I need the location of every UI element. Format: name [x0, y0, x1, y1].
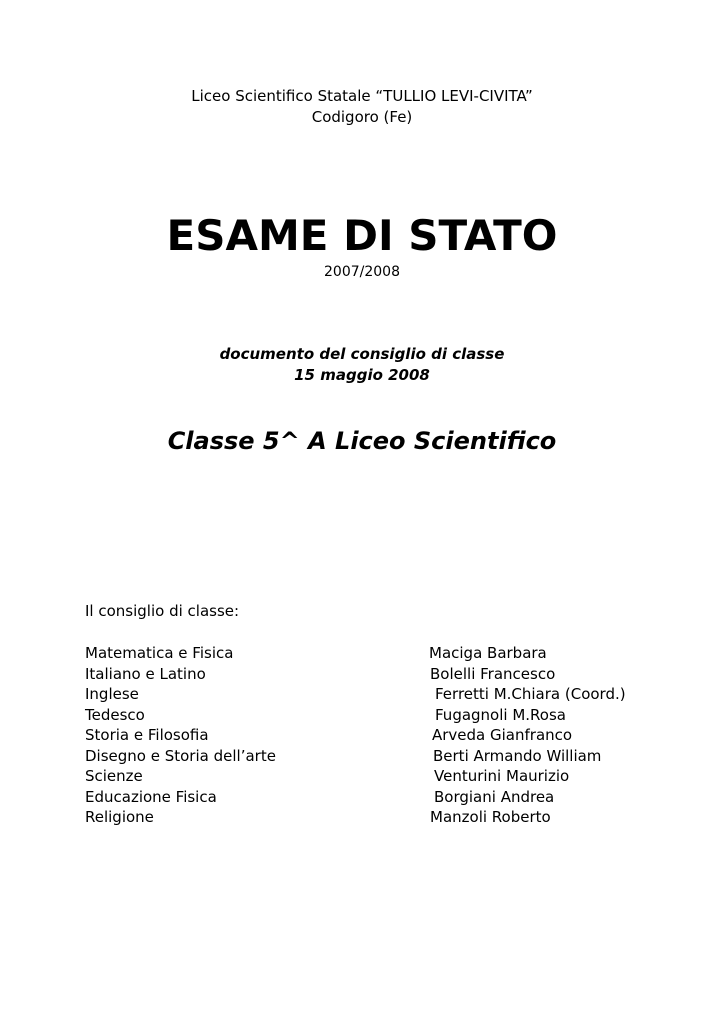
member-teacher: Borgiani Andrea — [434, 787, 555, 806]
member-row — [85, 766, 645, 787]
school-name: Liceo Scientifico Statale “TULLIO LEVI-CIVITA” — [191, 87, 533, 105]
member-teacher: Fugagnoli M.Rosa — [435, 705, 566, 724]
member-teacher: Berti Armando William — [433, 746, 602, 765]
council-label: Il consiglio di classe: — [85, 602, 240, 620]
school-city: Codigoro (Fe) — [311, 108, 413, 126]
member-teacher: Manzoli Roberto — [430, 808, 551, 826]
council-members-list — [85, 643, 645, 828]
document-subtitle — [0, 344, 724, 386]
member-subject: Tedesco — [85, 705, 145, 724]
exam-title: ESAME DI STATO — [166, 211, 558, 260]
member-row — [85, 807, 645, 828]
member-row — [85, 746, 645, 767]
member-row — [85, 664, 645, 685]
member-row — [85, 725, 645, 746]
member-subject: Educazione Fisica — [85, 787, 217, 806]
member-subject: Italiano e Latino — [85, 664, 206, 683]
class-title: Classe 5^ A Liceo Scientifico — [167, 427, 557, 455]
school-header — [0, 86, 724, 128]
member-teacher: Arveda Gianfranco — [432, 726, 573, 744]
member-subject: Storia e Filosofia — [85, 726, 209, 744]
member-teacher: Maciga Barbara — [429, 644, 547, 662]
member-subject: Disegno e Storia dell’arte — [85, 746, 276, 765]
member-subject: Inglese — [85, 685, 139, 703]
member-teacher: Venturini Maurizio — [434, 767, 570, 785]
member-subject: Scienze — [85, 767, 143, 785]
document-type: documento del consiglio di classe — [219, 345, 505, 363]
member-subject: Religione — [85, 808, 154, 826]
member-teacher: Bolelli Francesco — [430, 664, 556, 683]
school-year: 2007/2008 — [324, 264, 400, 280]
document-date: 15 maggio 2008 — [294, 366, 430, 384]
member-row — [85, 705, 645, 726]
member-subject: Matematica e Fisica — [85, 644, 234, 662]
member-row — [85, 787, 645, 808]
member-row — [85, 643, 645, 664]
member-row — [85, 684, 645, 705]
member-teacher: Ferretti M.Chiara (Coord.) — [435, 685, 626, 703]
